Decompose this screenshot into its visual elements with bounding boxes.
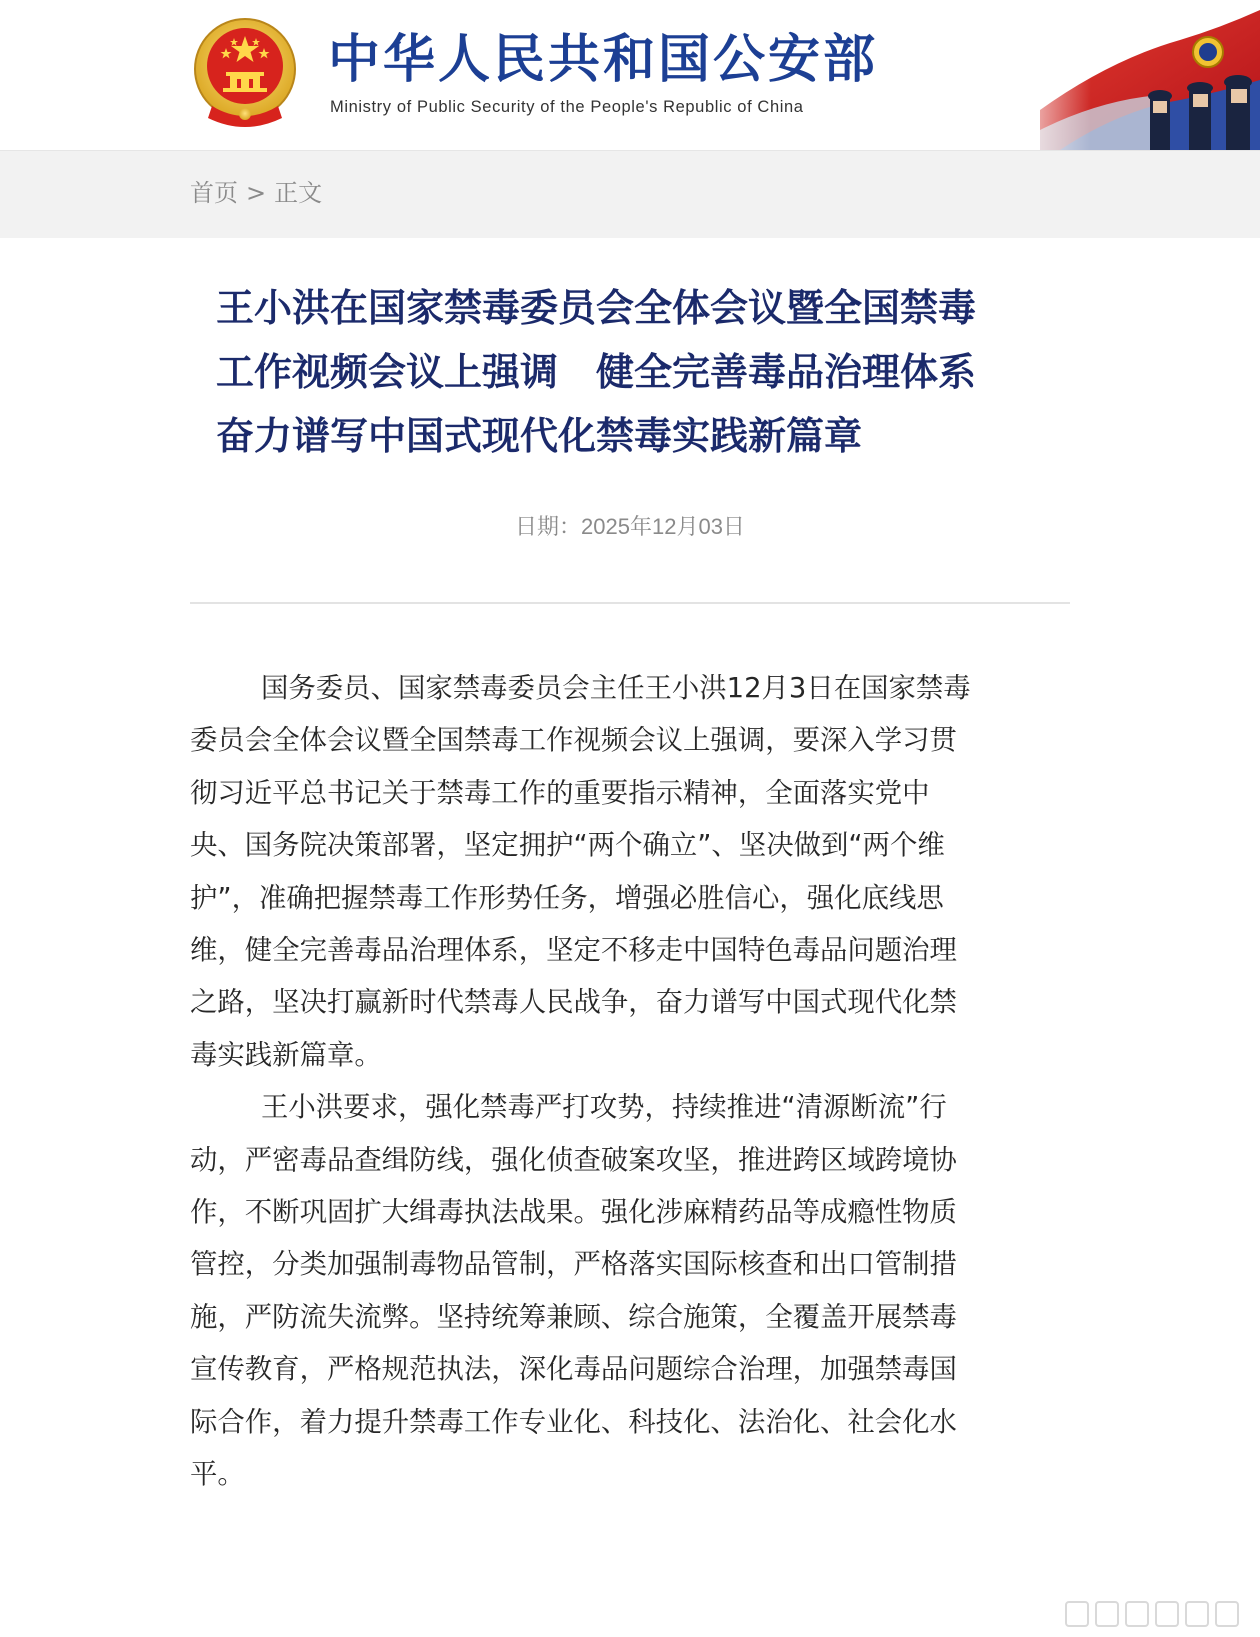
title-line: 奋力谱写中国式现代化禁毒实践新篇章	[216, 414, 863, 458]
breadcrumb-current: 正文	[274, 179, 323, 207]
ministry-name-cn[interactable]: 中华人民共和国公安部	[328, 30, 879, 90]
body-line: 毒实践新篇章。	[190, 1039, 382, 1071]
body-line: 王小洪要求，强化禁毒严打攻势，持续推进“清源断流”行	[261, 1092, 947, 1124]
body-line: 平。	[190, 1459, 245, 1491]
body-line: 动，严密毒品查缉防线，强化侦查破案攻坚，推进跨区域跨境协	[190, 1144, 957, 1176]
breadcrumb	[190, 177, 322, 209]
title-line: 王小洪在国家禁毒委员会全体会议暨全国禁毒	[216, 286, 977, 330]
article-body	[190, 663, 1052, 1502]
breadcrumb-bar	[0, 150, 1260, 238]
paragraph	[190, 663, 1052, 1082]
body-line: 际合作，着力提升禁毒工作专业化、科技化、法治化、社会化水	[190, 1406, 957, 1438]
article-date: 日期：2025年12月03日	[515, 514, 745, 539]
body-line: 之路，坚决打赢新时代禁毒人民战争，奋力谱写中国式现代化禁	[190, 987, 957, 1019]
body-line: 委员会全体会议暨全国禁毒工作视频会议上强调，要深入学习贯	[190, 725, 957, 757]
body-line: 护”，准确把握禁毒工作形势任务，增强必胜信心，强化底线思	[190, 882, 944, 914]
national-emblem-icon[interactable]	[190, 14, 300, 130]
body-line: 国务委员、国家禁毒委员会主任王小洪12月3日在国家禁毒	[261, 673, 971, 704]
breadcrumb-home-link[interactable]: 首页	[190, 179, 238, 207]
paragraph	[190, 1082, 1052, 1501]
body-line: 彻习近平总书记关于禁毒工作的重要指示精神，全面落实党中	[190, 777, 930, 809]
body-line: 施，严防流失流弊。坚持统筹兼顾、综合施策，全覆盖开展禁毒	[190, 1301, 957, 1333]
watermark-icon	[1062, 1596, 1242, 1632]
body-line: 宣传教育，严格规范执法，深化毒品问题综合治理，加强禁毒国	[190, 1354, 957, 1386]
body-line: 维，健全完善毒品治理体系，坚定不移走中国特色毒品问题治理	[190, 935, 957, 967]
breadcrumb-separator: >	[246, 179, 267, 207]
police-honor-guard-banner	[1000, 0, 1260, 150]
body-line: 央、国务院决策部署，坚定拥护“两个确立”、坚决做到“两个维	[190, 830, 945, 862]
title-line: 工作视频会议上强调 健全完善毒品治理体系	[216, 350, 977, 394]
body-line: 作，不断巩固扩大缉毒执法战果。强化涉麻精药品等成瘾性物质	[190, 1197, 957, 1229]
body-line: 管控，分类加强制毒物品管制，严格落实国际核查和出口管制措	[190, 1249, 957, 1281]
ministry-name-en: Ministry of Public Security of the People's Republic of China	[330, 98, 804, 116]
divider	[190, 602, 1070, 604]
site-header	[0, 0, 1260, 150]
article-title	[216, 276, 1058, 468]
